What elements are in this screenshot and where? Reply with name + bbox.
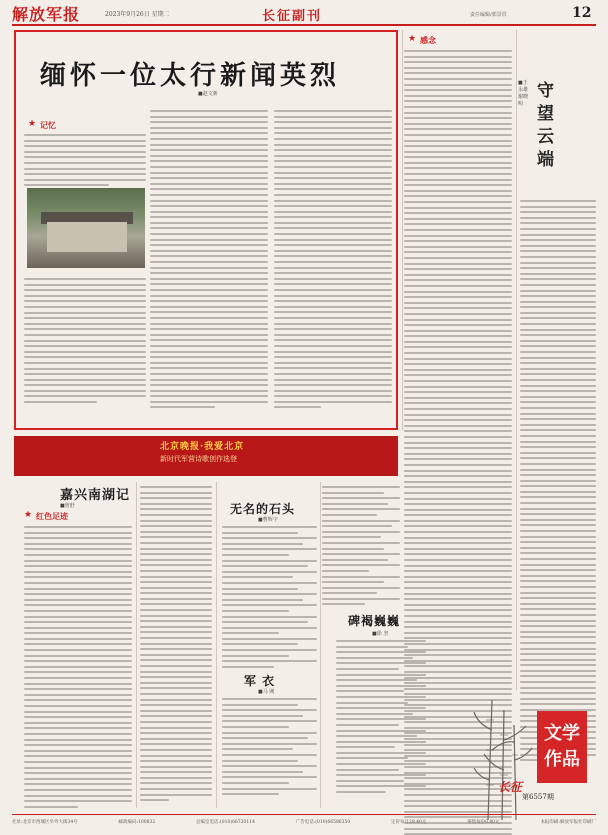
poem1-title[interactable]: 无名的石头	[230, 502, 296, 516]
poem3-text	[336, 640, 426, 797]
side-article-title[interactable]: 守望云端	[537, 81, 554, 170]
poem2-title[interactable]: 军 衣	[244, 674, 276, 688]
editor-credit: 责任编辑/郭景洪	[470, 12, 507, 18]
column-divider	[216, 482, 217, 808]
poem3-author: ■徐 坚	[372, 631, 389, 637]
poem1-author: ■曹辉宇	[258, 517, 278, 523]
column-divider	[136, 482, 137, 808]
poem2-author: ■马 刚	[258, 689, 275, 695]
poem-col-right	[322, 486, 400, 609]
footer-address: 社址:北京市西城区阜外大街34号	[12, 820, 78, 825]
literature-works-box: 文学作品	[537, 711, 587, 783]
star-icon: ★	[408, 34, 417, 44]
lake-text-col2	[140, 486, 212, 805]
column-divider	[516, 30, 517, 690]
poem2-text	[222, 698, 317, 799]
column-divider	[402, 30, 403, 430]
feature-text-col1b	[24, 278, 146, 407]
lake-article-title[interactable]: 嘉兴南湖记	[60, 488, 131, 503]
poem3-title[interactable]: 碑褐巍巍	[348, 614, 401, 628]
section-title: 长征副刊	[262, 9, 323, 24]
page-number: 12	[572, 5, 592, 21]
footer-postcode: 邮政编码:100832	[118, 820, 156, 825]
feature-photo	[27, 188, 145, 268]
newspaper-logo: 解放军报	[12, 5, 81, 24]
header-rule	[12, 24, 596, 26]
side-article-text	[520, 200, 596, 765]
lake-text-col1	[24, 526, 132, 811]
feature-text-col1	[24, 134, 146, 190]
subhead-memory: 记忆	[40, 120, 56, 130]
footer-retail-price: 零售每份0.80元	[467, 820, 500, 825]
poem1-text	[222, 526, 317, 671]
footer-editorial-phone: 总编室电话:(010)66720114	[195, 820, 255, 825]
side-article-author: ■王永雄 谢晓明	[518, 80, 529, 107]
feature-author: ■赵文新	[198, 91, 218, 97]
subhead-feeling: 感念	[420, 35, 436, 45]
banner-line1: 北京晚报·我爱北京	[160, 442, 245, 452]
banner-line2: 新时代军营诗歌创作选登	[160, 455, 237, 463]
issue-number: 第6557期	[522, 793, 554, 801]
star-icon: ★	[28, 119, 37, 129]
changzheng-stamp: 长征	[498, 780, 523, 794]
feature-headline[interactable]: 缅怀一位太行新闻英烈	[40, 61, 341, 91]
lake-article-author: ■詹舒	[60, 503, 75, 509]
footer-ad-phone: 广告电话:(010)66586350	[295, 820, 351, 825]
star-icon: ★	[24, 510, 33, 520]
footer-monthly-price: 定价每月29.40元	[391, 820, 427, 825]
footer-bar	[12, 814, 596, 825]
feature-text-col3	[274, 110, 392, 412]
issue-date: 2023年9月26日 星期二	[105, 11, 170, 18]
footer-printer: 本报印刷:解放军报社印刷厂	[540, 820, 596, 825]
column-divider	[320, 482, 321, 808]
lake-subhead: 红色足迹	[36, 511, 68, 521]
feature-text-col2	[150, 110, 268, 412]
masthead	[0, 0, 608, 26]
